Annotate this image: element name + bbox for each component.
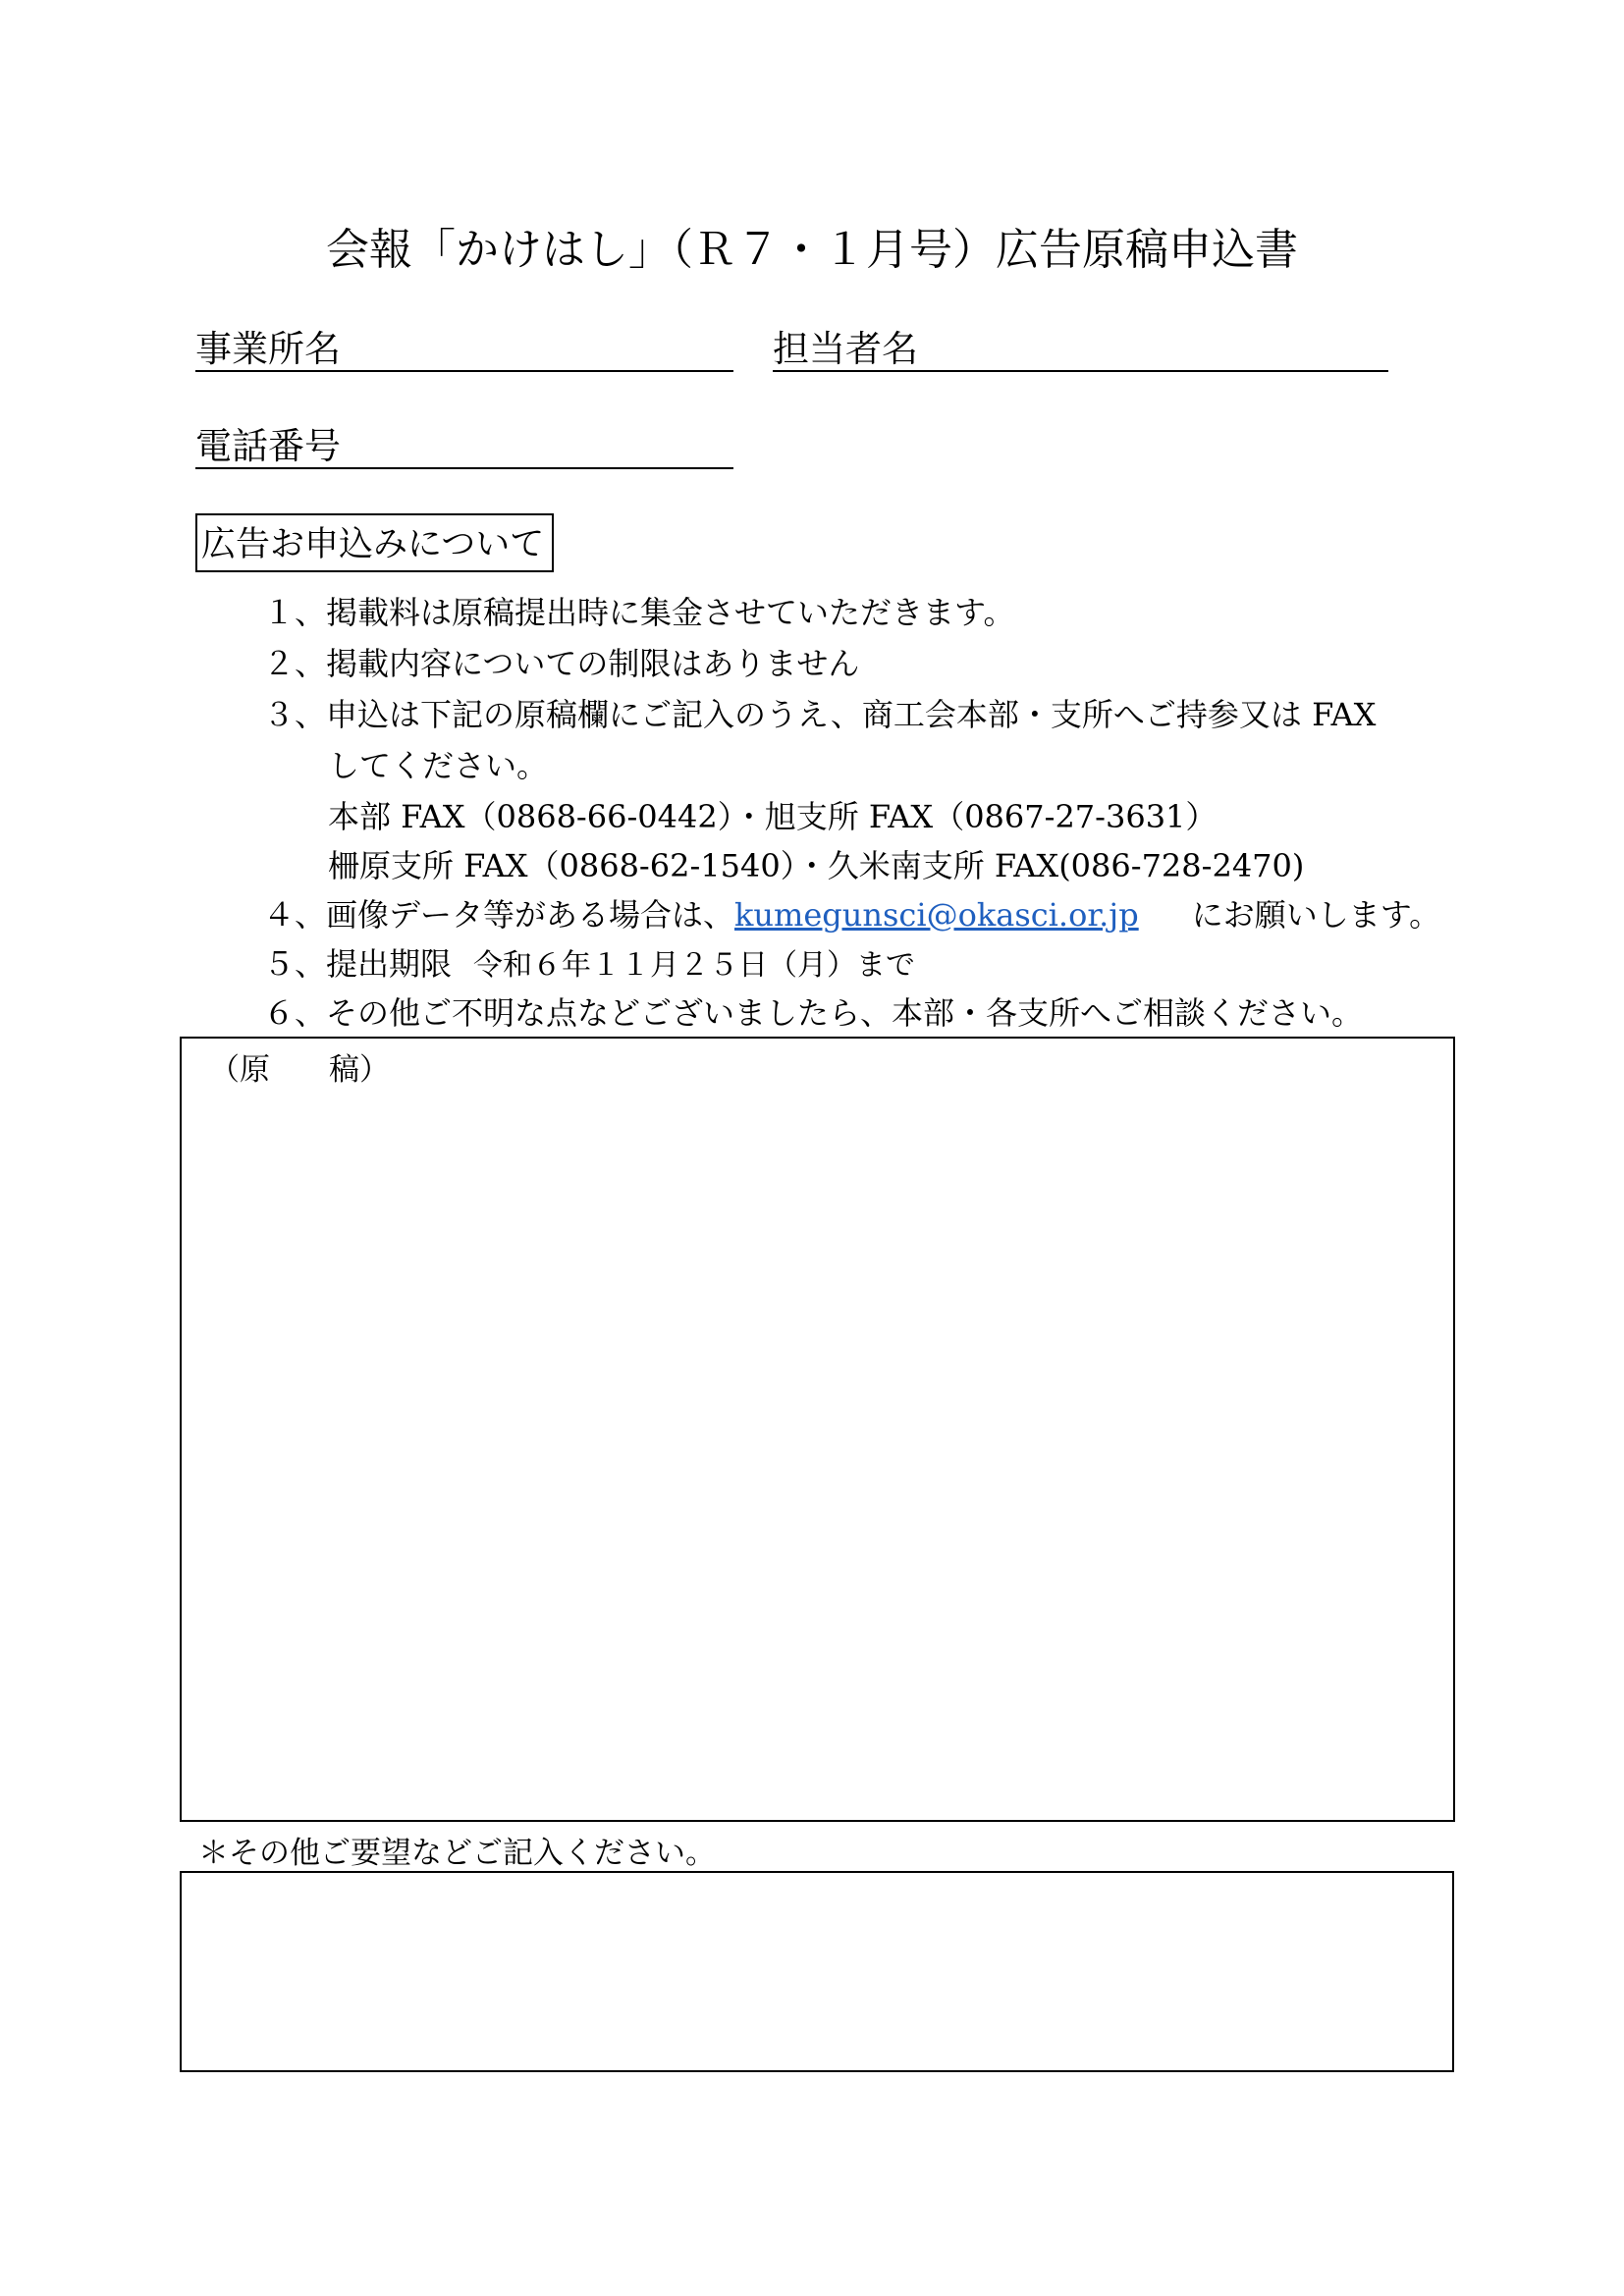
list-item-4-suffix: にお願いします。	[1191, 896, 1441, 934]
requests-note: ＊その他ご要望などご記入ください。	[198, 1836, 716, 1871]
phone-label: 電話番号	[195, 425, 341, 467]
business-name-field[interactable]	[195, 319, 733, 372]
list-item-5-prefix: ５、提出期限	[263, 945, 453, 983]
list-item-4	[263, 891, 1440, 938]
list-item-4-prefix: ４、画像データ等がある場合は、	[263, 896, 735, 934]
list-item-3: ３、申込は下記の原稿欄にご記入のうえ、商工会本部・支所へご持参又は FAX	[263, 696, 1377, 733]
manuscript-label-close: 稿）	[329, 1052, 390, 1088]
manuscript-box[interactable]	[180, 1037, 1455, 1822]
contact-person-field[interactable]	[773, 319, 1388, 372]
fax-numbers-line-2: 柵原支所 FAX（0868-62-1540）・久米南支所 FAX(086-728-2470)	[328, 847, 1305, 884]
list-item-5	[263, 940, 915, 989]
phone-field[interactable]	[195, 416, 733, 469]
manuscript-label-open: （原	[209, 1052, 270, 1088]
requests-box[interactable]	[180, 1871, 1454, 2072]
email-link[interactable]: kumegunsci@okasci.or.jp	[734, 896, 1139, 934]
deadline-date: 令和６年１１月２５日（月）まで	[473, 948, 916, 983]
section-heading: 広告お申込みについて	[195, 513, 554, 572]
list-item-3-continuation: してください。	[328, 747, 549, 784]
fax-numbers-line-1: 本部 FAX（0868-66-0442）・旭支所 FAX（0867-27-3631）	[328, 798, 1218, 835]
list-item-2: ２、掲載内容についての制限はありません	[263, 645, 860, 682]
business-name-label: 事業所名	[195, 328, 341, 370]
contact-person-label: 担当者名	[773, 328, 918, 370]
list-item-6: ６、その他ご不明な点などございましたら、本部・各支所へご相談ください。	[263, 994, 1364, 1032]
page-title: 会報「かけはし」（Ｒ７・１月号）広告原稿申込書	[326, 225, 1298, 275]
list-item-1: １、掲載料は原稿提出時に集金させていただきます。	[263, 594, 1015, 631]
